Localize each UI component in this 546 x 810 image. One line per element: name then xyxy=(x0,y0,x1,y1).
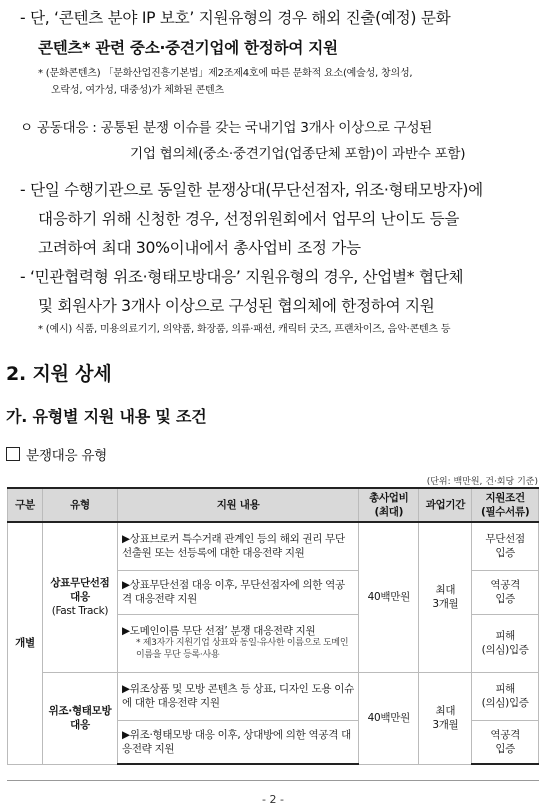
budget-cell: 40백만원 xyxy=(359,522,419,672)
header-condition: 지원조건 (필수서류) xyxy=(472,488,539,522)
table-row xyxy=(8,522,539,570)
section-title: 2. 지원 상세 xyxy=(6,363,112,385)
bullet-2-line-3: 고려하여 최대 30%이내에서 총사업비 조정 가능 xyxy=(38,239,361,257)
condition-cell: 무단선점 입증 xyxy=(472,522,539,570)
page-number: - 2 - xyxy=(262,793,284,806)
header-budget: 총사업비 (최대) xyxy=(359,488,419,522)
condition-cell: 역공격 입증 xyxy=(472,720,539,764)
budget-cell: 40백만원 xyxy=(359,672,419,764)
box-heading-label: 분쟁대응 유형 xyxy=(26,448,108,464)
condition-cell: 피해 (의심)입증 xyxy=(472,614,539,672)
note-2: * (예시) 식품, 미용의료기기, 의약품, 화장품, 의류·패션, 캐릭터 굿즈, 프랜차이즈, 음악·콘텐츠 등 xyxy=(38,324,451,335)
joint-response-line-1: ㅇ 공동대응 : 공통된 분쟁 이슈를 갖는 국내기업 3개사 이상으로 구성된 xyxy=(20,120,433,136)
category-cell: 개별 xyxy=(8,522,43,764)
condition-cell: 피해 (의심)입증 xyxy=(472,672,539,720)
table-header-row xyxy=(8,488,539,522)
joint-response-line-2: 기업 협의체(중소·중견기업(업종단체 포함)이 과반수 포함) xyxy=(130,146,466,162)
bullet-1-line-2: 콘텐츠* 관련 중소·중견기업에 한정하여 지원 xyxy=(38,39,338,57)
checkbox-square-icon xyxy=(6,447,20,461)
period-cell: 최대 3개월 xyxy=(419,522,472,672)
table-row xyxy=(8,672,539,720)
subsection-title: 가. 유형별 지원 내용 및 조건 xyxy=(6,407,207,426)
support-table xyxy=(7,487,539,765)
content-cell: ▶상표브로커 특수거래 관계인 등의 해외 권리 무단 선출원 또는 선등록에 대한 대응전략 지원 xyxy=(118,522,359,570)
header-type: 유형 xyxy=(42,488,117,522)
content-cell: ▶위조·형태모방 대응 이후, 상대방에 의한 역공격 대응전략 지원 xyxy=(118,720,359,764)
header-content: 지원 내용 xyxy=(118,488,359,522)
box-heading xyxy=(6,444,107,464)
period-cell: 최대 3개월 xyxy=(419,672,472,764)
header-category: 구분 xyxy=(8,488,43,522)
content-cell: ▶상표무단선점 대응 이후, 무단선점자에 의한 역공격 대응전략 지원 xyxy=(118,570,359,614)
unit-note: (단위: 백만원, 건·회당 기준) xyxy=(426,477,538,487)
type-cell-counterfeit: 위조·형태모방 대응 xyxy=(42,672,117,764)
bullet-1-line-1: - 단, ‘콘텐츠 분야 IP 보호’ 지원유형의 경우 해외 진출(예정) 문화 xyxy=(20,9,451,27)
bullet-2-line-2: 대응하기 위해 신청한 경우, 선정위원회에서 업무의 난이도 등을 xyxy=(38,210,460,228)
note-1-line-1: * (문화콘텐츠) 「문화산업진흥기본법」제2조제4호에 따른 문화적 요소(예술성, 창의성, xyxy=(38,68,413,79)
header-period: 과업기간 xyxy=(419,488,472,522)
bullet-3-line-2: 및 회원사가 3개사 이상으로 구성된 협의체에 한정하여 지원 xyxy=(38,297,435,315)
content-cell: ▶위조상품 및 모방 콘텐츠 등 상표, 디자인 도용 이슈에 대한 대응전략 지원 xyxy=(118,672,359,720)
footer-divider xyxy=(7,780,539,781)
condition-cell: 역공격 입증 xyxy=(472,570,539,614)
content-note: * 제3자가 지원기업 상표와 동일·유사한 이름으로 도메인이름을 무단 등록·사용 xyxy=(136,638,349,661)
type-cell-trademark: 상표무단선점 대응 (Fast Track) xyxy=(42,522,117,672)
content-cell: ▶도메인이름 무단 선점’ 분쟁 대응전략 지원 * 제3자가 지원기업 상표와 동일·유사한 이름으로 도메인이름을 무단 등록·사용 xyxy=(118,614,359,672)
note-1-line-2: 오락성, 여가성, 대중성)가 체화된 콘텐츠 xyxy=(51,85,224,96)
bullet-3-line-1: - ‘민관협력형 위조·형태모방대응’ 지원유형의 경우, 산업별* 협단체 xyxy=(20,268,464,286)
bullet-2-line-1: - 단일 수행기관으로 동일한 분쟁상대(무단선점자, 위조·형태모방자)에 xyxy=(20,181,483,199)
